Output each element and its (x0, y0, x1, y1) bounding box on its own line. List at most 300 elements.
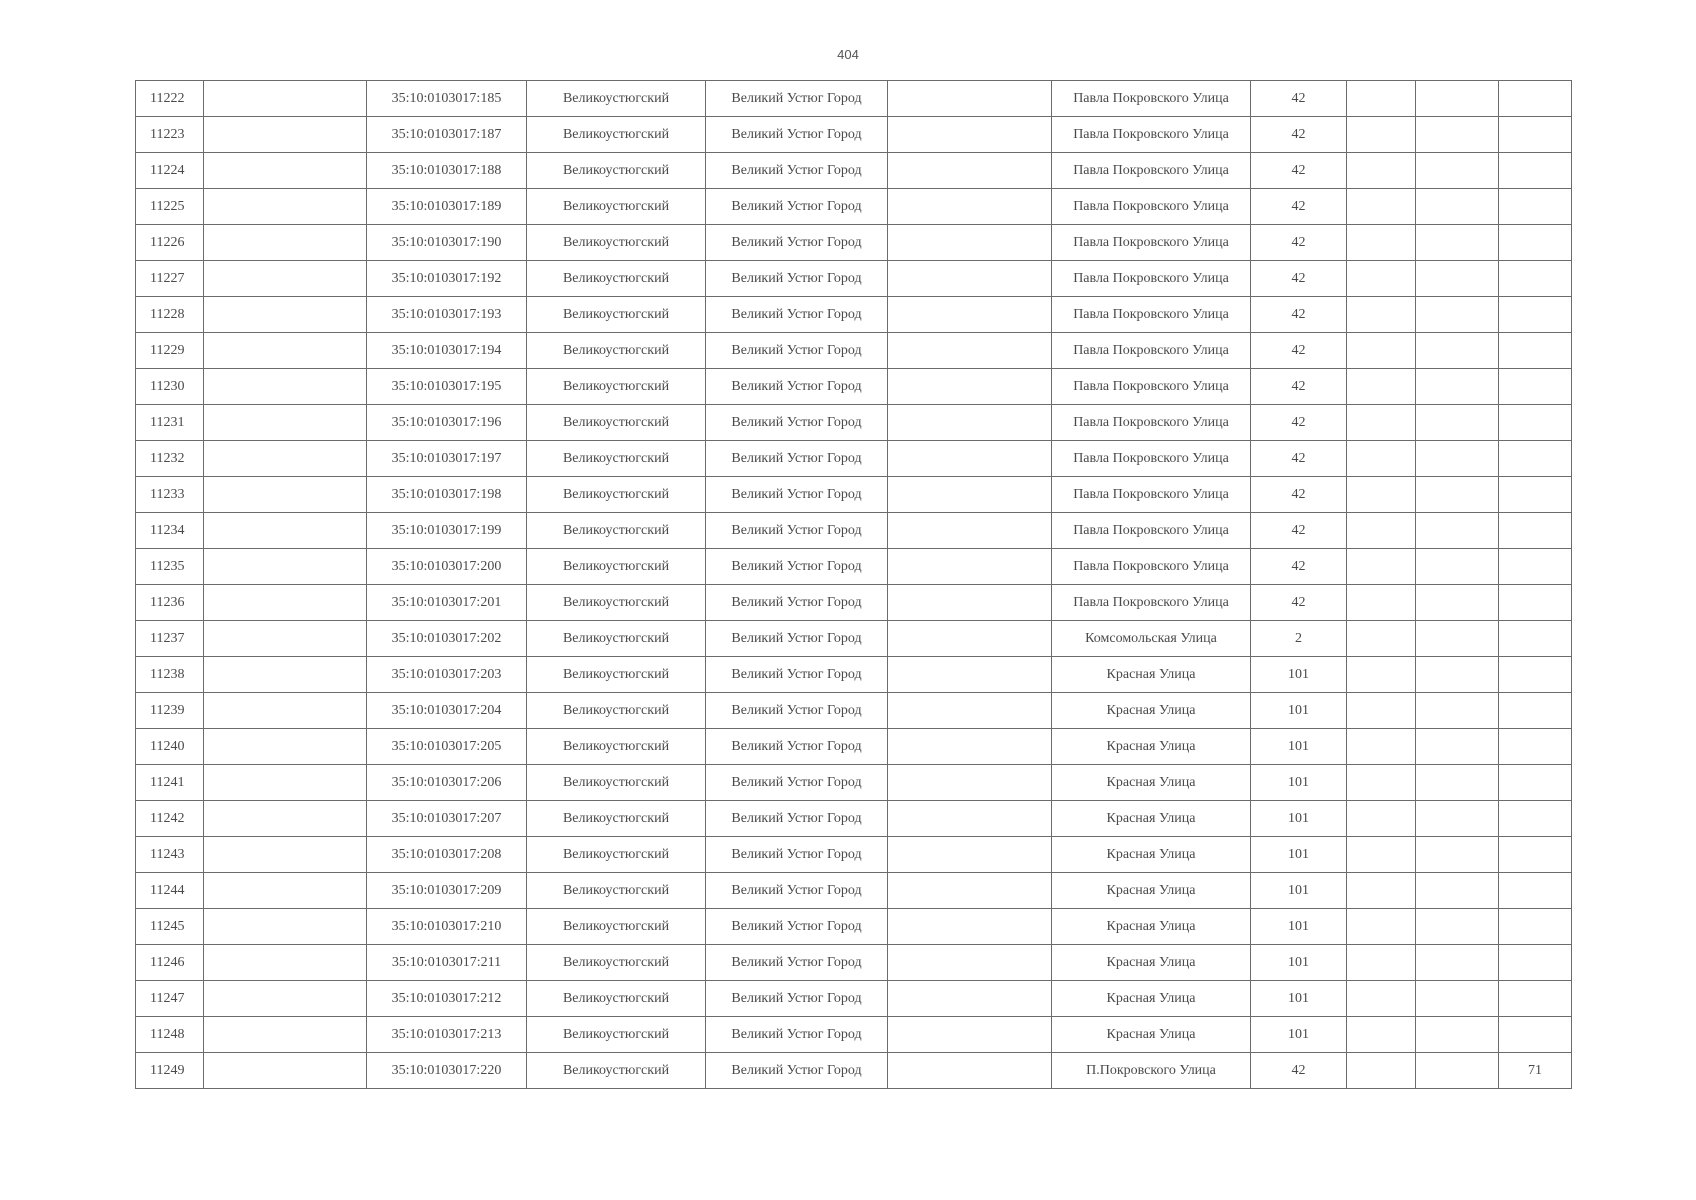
value-cell-11 (1499, 801, 1572, 837)
street-cell: Красная Улица (1052, 1017, 1251, 1053)
district-cell: Великоустюгский (527, 909, 706, 945)
house-number-cell: 101 (1251, 909, 1347, 945)
empty-cell-9 (1347, 441, 1416, 477)
locality-cell: Великий Устюг Город (706, 1017, 888, 1053)
empty-cell-2 (204, 513, 367, 549)
value-cell-11 (1499, 657, 1572, 693)
empty-cell-6 (888, 981, 1052, 1017)
district-cell: Великоустюгский (527, 765, 706, 801)
empty-cell-10 (1416, 117, 1499, 153)
empty-cell-2 (204, 909, 367, 945)
cadastral-number-cell: 35:10:0103017:210 (367, 909, 527, 945)
empty-cell-6 (888, 585, 1052, 621)
empty-cell-9 (1347, 801, 1416, 837)
locality-cell: Великий Устюг Город (706, 729, 888, 765)
locality-cell: Великий Устюг Город (706, 621, 888, 657)
row-number-cell: 11241 (136, 765, 204, 801)
empty-cell-2 (204, 1053, 367, 1089)
table-row (136, 441, 1572, 477)
empty-cell-2 (204, 657, 367, 693)
locality-cell: Великий Устюг Город (706, 405, 888, 441)
row-number-cell: 11223 (136, 117, 204, 153)
empty-cell-10 (1416, 333, 1499, 369)
locality-cell: Великий Устюг Город (706, 981, 888, 1017)
street-cell: Красная Улица (1052, 909, 1251, 945)
house-number-cell: 42 (1251, 117, 1347, 153)
district-cell: Великоустюгский (527, 513, 706, 549)
empty-cell-9 (1347, 657, 1416, 693)
empty-cell-10 (1416, 873, 1499, 909)
district-cell: Великоустюгский (527, 81, 706, 117)
street-cell: Павла Покровского Улица (1052, 117, 1251, 153)
value-cell-11 (1499, 765, 1572, 801)
row-number-cell: 11247 (136, 981, 204, 1017)
locality-cell: Великий Устюг Город (706, 801, 888, 837)
district-cell: Великоустюгский (527, 369, 706, 405)
table-row (136, 297, 1572, 333)
house-number-cell: 42 (1251, 477, 1347, 513)
value-cell-11 (1499, 837, 1572, 873)
row-number-cell: 11242 (136, 801, 204, 837)
empty-cell-9 (1347, 1053, 1416, 1089)
empty-cell-10 (1416, 981, 1499, 1017)
table-row (136, 549, 1572, 585)
table-row (136, 621, 1572, 657)
empty-cell-2 (204, 261, 367, 297)
empty-cell-2 (204, 333, 367, 369)
row-number-cell: 11227 (136, 261, 204, 297)
street-cell: Красная Улица (1052, 981, 1251, 1017)
table-row (136, 333, 1572, 369)
table-row (136, 981, 1572, 1017)
house-number-cell: 2 (1251, 621, 1347, 657)
empty-cell-6 (888, 333, 1052, 369)
value-cell-11 (1499, 945, 1572, 981)
empty-cell-2 (204, 81, 367, 117)
district-cell: Великоустюгский (527, 117, 706, 153)
value-cell-11 (1499, 513, 1572, 549)
house-number-cell: 42 (1251, 225, 1347, 261)
district-cell: Великоустюгский (527, 225, 706, 261)
street-cell: Павла Покровского Улица (1052, 549, 1251, 585)
empty-cell-9 (1347, 513, 1416, 549)
empty-cell-6 (888, 801, 1052, 837)
empty-cell-10 (1416, 189, 1499, 225)
table-row (136, 1017, 1572, 1053)
house-number-cell: 42 (1251, 297, 1347, 333)
locality-cell: Великий Устюг Город (706, 117, 888, 153)
registry-table (135, 80, 1572, 1089)
value-cell-11 (1499, 909, 1572, 945)
value-cell-11 (1499, 729, 1572, 765)
locality-cell: Великий Устюг Город (706, 261, 888, 297)
district-cell: Великоустюгский (527, 1017, 706, 1053)
empty-cell-6 (888, 405, 1052, 441)
district-cell: Великоустюгский (527, 621, 706, 657)
value-cell-11 (1499, 621, 1572, 657)
house-number-cell: 42 (1251, 261, 1347, 297)
house-number-cell: 42 (1251, 549, 1347, 585)
house-number-cell: 42 (1251, 81, 1347, 117)
empty-cell-10 (1416, 1017, 1499, 1053)
locality-cell: Великий Устюг Город (706, 585, 888, 621)
district-cell: Великоустюгский (527, 657, 706, 693)
house-number-cell: 42 (1251, 1053, 1347, 1089)
empty-cell-10 (1416, 621, 1499, 657)
house-number-cell: 101 (1251, 693, 1347, 729)
empty-cell-10 (1416, 765, 1499, 801)
cadastral-number-cell: 35:10:0103017:205 (367, 729, 527, 765)
street-cell: Павла Покровского Улица (1052, 405, 1251, 441)
locality-cell: Великий Устюг Город (706, 81, 888, 117)
empty-cell-6 (888, 549, 1052, 585)
street-cell: Павла Покровского Улица (1052, 153, 1251, 189)
cadastral-number-cell: 35:10:0103017:185 (367, 81, 527, 117)
value-cell-11 (1499, 873, 1572, 909)
empty-cell-9 (1347, 189, 1416, 225)
empty-cell-10 (1416, 729, 1499, 765)
district-cell: Великоустюгский (527, 333, 706, 369)
row-number-cell: 11240 (136, 729, 204, 765)
empty-cell-10 (1416, 837, 1499, 873)
empty-cell-2 (204, 549, 367, 585)
street-cell: Павла Покровского Улица (1052, 261, 1251, 297)
empty-cell-6 (888, 945, 1052, 981)
district-cell: Великоустюгский (527, 405, 706, 441)
street-cell: Павла Покровского Улица (1052, 585, 1251, 621)
district-cell: Великоустюгский (527, 981, 706, 1017)
value-cell-11 (1499, 297, 1572, 333)
cadastral-number-cell: 35:10:0103017:220 (367, 1053, 527, 1089)
cadastral-number-cell: 35:10:0103017:212 (367, 981, 527, 1017)
table-row (136, 405, 1572, 441)
value-cell-11 (1499, 477, 1572, 513)
empty-cell-2 (204, 729, 367, 765)
locality-cell: Великий Устюг Город (706, 657, 888, 693)
empty-cell-10 (1416, 585, 1499, 621)
empty-cell-10 (1416, 477, 1499, 513)
table-row (136, 369, 1572, 405)
row-number-cell: 11235 (136, 549, 204, 585)
cadastral-number-cell: 35:10:0103017:188 (367, 153, 527, 189)
row-number-cell: 11244 (136, 873, 204, 909)
value-cell-11 (1499, 585, 1572, 621)
locality-cell: Великий Устюг Город (706, 297, 888, 333)
empty-cell-9 (1347, 81, 1416, 117)
empty-cell-2 (204, 153, 367, 189)
empty-cell-9 (1347, 945, 1416, 981)
locality-cell: Великий Устюг Город (706, 909, 888, 945)
row-number-cell: 11225 (136, 189, 204, 225)
empty-cell-6 (888, 297, 1052, 333)
table-row (136, 693, 1572, 729)
empty-cell-6 (888, 621, 1052, 657)
locality-cell: Великий Устюг Город (706, 189, 888, 225)
cadastral-number-cell: 35:10:0103017:213 (367, 1017, 527, 1053)
value-cell-11 (1499, 369, 1572, 405)
empty-cell-2 (204, 297, 367, 333)
empty-cell-10 (1416, 1053, 1499, 1089)
street-cell: Павла Покровского Улица (1052, 369, 1251, 405)
empty-cell-9 (1347, 405, 1416, 441)
row-number-cell: 11239 (136, 693, 204, 729)
empty-cell-10 (1416, 549, 1499, 585)
house-number-cell: 42 (1251, 189, 1347, 225)
district-cell: Великоустюгский (527, 549, 706, 585)
locality-cell: Великий Устюг Город (706, 1053, 888, 1089)
empty-cell-9 (1347, 261, 1416, 297)
row-number-cell: 11248 (136, 1017, 204, 1053)
house-number-cell: 101 (1251, 945, 1347, 981)
district-cell: Великоустюгский (527, 189, 706, 225)
empty-cell-9 (1347, 225, 1416, 261)
empty-cell-9 (1347, 549, 1416, 585)
empty-cell-10 (1416, 81, 1499, 117)
empty-cell-9 (1347, 873, 1416, 909)
empty-cell-10 (1416, 225, 1499, 261)
district-cell: Великоустюгский (527, 873, 706, 909)
value-cell-11 (1499, 1017, 1572, 1053)
district-cell: Великоустюгский (527, 261, 706, 297)
house-number-cell: 101 (1251, 873, 1347, 909)
empty-cell-10 (1416, 261, 1499, 297)
street-cell: Павла Покровского Улица (1052, 333, 1251, 369)
empty-cell-6 (888, 693, 1052, 729)
table-row (136, 657, 1572, 693)
street-cell: Павла Покровского Улица (1052, 225, 1251, 261)
street-cell: Красная Улица (1052, 729, 1251, 765)
value-cell-11: 71 (1499, 1053, 1572, 1089)
house-number-cell: 101 (1251, 981, 1347, 1017)
locality-cell: Великий Устюг Город (706, 693, 888, 729)
house-number-cell: 42 (1251, 333, 1347, 369)
row-number-cell: 11231 (136, 405, 204, 441)
district-cell: Великоустюгский (527, 1053, 706, 1089)
empty-cell-6 (888, 369, 1052, 405)
empty-cell-6 (888, 153, 1052, 189)
value-cell-11 (1499, 81, 1572, 117)
cadastral-number-cell: 35:10:0103017:198 (367, 477, 527, 513)
cadastral-number-cell: 35:10:0103017:194 (367, 333, 527, 369)
cadastral-number-cell: 35:10:0103017:195 (367, 369, 527, 405)
empty-cell-2 (204, 981, 367, 1017)
table-row (136, 477, 1572, 513)
value-cell-11 (1499, 189, 1572, 225)
empty-cell-6 (888, 81, 1052, 117)
cadastral-number-cell: 35:10:0103017:206 (367, 765, 527, 801)
empty-cell-2 (204, 405, 367, 441)
table-row (136, 513, 1572, 549)
district-cell: Великоустюгский (527, 729, 706, 765)
district-cell: Великоустюгский (527, 837, 706, 873)
empty-cell-6 (888, 873, 1052, 909)
row-number-cell: 11222 (136, 81, 204, 117)
empty-cell-10 (1416, 369, 1499, 405)
cadastral-number-cell: 35:10:0103017:202 (367, 621, 527, 657)
empty-cell-6 (888, 477, 1052, 513)
locality-cell: Великий Устюг Город (706, 477, 888, 513)
empty-cell-10 (1416, 153, 1499, 189)
empty-cell-6 (888, 117, 1052, 153)
locality-cell: Великий Устюг Город (706, 549, 888, 585)
value-cell-11 (1499, 981, 1572, 1017)
empty-cell-9 (1347, 909, 1416, 945)
empty-cell-2 (204, 873, 367, 909)
empty-cell-2 (204, 369, 367, 405)
row-number-cell: 11230 (136, 369, 204, 405)
value-cell-11 (1499, 549, 1572, 585)
empty-cell-9 (1347, 729, 1416, 765)
empty-cell-2 (204, 621, 367, 657)
empty-cell-6 (888, 225, 1052, 261)
street-cell: Комсомольская Улица (1052, 621, 1251, 657)
cadastral-number-cell: 35:10:0103017:187 (367, 117, 527, 153)
empty-cell-6 (888, 657, 1052, 693)
district-cell: Великоустюгский (527, 693, 706, 729)
row-number-cell: 11236 (136, 585, 204, 621)
house-number-cell: 42 (1251, 153, 1347, 189)
table-row (136, 225, 1572, 261)
cadastral-number-cell: 35:10:0103017:192 (367, 261, 527, 297)
empty-cell-2 (204, 1017, 367, 1053)
table-row (136, 261, 1572, 297)
table-row (136, 585, 1572, 621)
row-number-cell: 11238 (136, 657, 204, 693)
locality-cell: Великий Устюг Город (706, 225, 888, 261)
district-cell: Великоустюгский (527, 477, 706, 513)
empty-cell-9 (1347, 153, 1416, 189)
table-row (136, 81, 1572, 117)
empty-cell-9 (1347, 693, 1416, 729)
locality-cell: Великий Устюг Город (706, 441, 888, 477)
cadastral-number-cell: 35:10:0103017:201 (367, 585, 527, 621)
value-cell-11 (1499, 261, 1572, 297)
table-row (136, 189, 1572, 225)
empty-cell-10 (1416, 297, 1499, 333)
district-cell: Великоустюгский (527, 585, 706, 621)
cadastral-number-cell: 35:10:0103017:207 (367, 801, 527, 837)
cadastral-number-cell: 35:10:0103017:208 (367, 837, 527, 873)
street-cell: Павла Покровского Улица (1052, 189, 1251, 225)
house-number-cell: 101 (1251, 1017, 1347, 1053)
empty-cell-6 (888, 1053, 1052, 1089)
street-cell: Павла Покровского Улица (1052, 477, 1251, 513)
house-number-cell: 101 (1251, 837, 1347, 873)
street-cell: Красная Улица (1052, 837, 1251, 873)
street-cell: Красная Улица (1052, 657, 1251, 693)
cadastral-number-cell: 35:10:0103017:200 (367, 549, 527, 585)
row-number-cell: 11233 (136, 477, 204, 513)
street-cell: П.Покровского Улица (1052, 1053, 1251, 1089)
row-number-cell: 11226 (136, 225, 204, 261)
cadastral-number-cell: 35:10:0103017:203 (367, 657, 527, 693)
empty-cell-2 (204, 585, 367, 621)
cadastral-number-cell: 35:10:0103017:199 (367, 513, 527, 549)
value-cell-11 (1499, 405, 1572, 441)
street-cell: Павла Покровского Улица (1052, 513, 1251, 549)
value-cell-11 (1499, 693, 1572, 729)
empty-cell-9 (1347, 1017, 1416, 1053)
locality-cell: Великий Устюг Город (706, 513, 888, 549)
house-number-cell: 42 (1251, 585, 1347, 621)
street-cell: Павла Покровского Улица (1052, 441, 1251, 477)
empty-cell-2 (204, 693, 367, 729)
house-number-cell: 101 (1251, 729, 1347, 765)
value-cell-11 (1499, 117, 1572, 153)
row-number-cell: 11243 (136, 837, 204, 873)
street-cell: Красная Улица (1052, 945, 1251, 981)
value-cell-11 (1499, 441, 1572, 477)
empty-cell-6 (888, 909, 1052, 945)
value-cell-11 (1499, 153, 1572, 189)
district-cell: Великоустюгский (527, 297, 706, 333)
empty-cell-10 (1416, 945, 1499, 981)
empty-cell-10 (1416, 801, 1499, 837)
empty-cell-10 (1416, 405, 1499, 441)
empty-cell-10 (1416, 693, 1499, 729)
empty-cell-9 (1347, 765, 1416, 801)
empty-cell-6 (888, 837, 1052, 873)
empty-cell-6 (888, 441, 1052, 477)
page-number: 404 (837, 47, 859, 62)
locality-cell: Великий Устюг Город (706, 837, 888, 873)
district-cell: Великоустюгский (527, 441, 706, 477)
empty-cell-2 (204, 477, 367, 513)
empty-cell-2 (204, 189, 367, 225)
street-cell: Красная Улица (1052, 873, 1251, 909)
empty-cell-6 (888, 765, 1052, 801)
table-row (136, 729, 1572, 765)
empty-cell-2 (204, 225, 367, 261)
table-row (136, 117, 1572, 153)
empty-cell-9 (1347, 837, 1416, 873)
row-number-cell: 11237 (136, 621, 204, 657)
empty-cell-2 (204, 765, 367, 801)
row-number-cell: 11228 (136, 297, 204, 333)
empty-cell-9 (1347, 297, 1416, 333)
empty-cell-2 (204, 945, 367, 981)
empty-cell-2 (204, 117, 367, 153)
street-cell: Красная Улица (1052, 765, 1251, 801)
locality-cell: Великий Устюг Город (706, 153, 888, 189)
house-number-cell: 101 (1251, 657, 1347, 693)
row-number-cell: 11234 (136, 513, 204, 549)
empty-cell-10 (1416, 441, 1499, 477)
row-number-cell: 11224 (136, 153, 204, 189)
empty-cell-6 (888, 261, 1052, 297)
table-row (136, 837, 1572, 873)
house-number-cell: 42 (1251, 441, 1347, 477)
empty-cell-6 (888, 1017, 1052, 1053)
row-number-cell: 11249 (136, 1053, 204, 1089)
value-cell-11 (1499, 225, 1572, 261)
district-cell: Великоустюгский (527, 153, 706, 189)
empty-cell-9 (1347, 117, 1416, 153)
house-number-cell: 42 (1251, 513, 1347, 549)
table-row (136, 873, 1572, 909)
street-cell: Павла Покровского Улица (1052, 297, 1251, 333)
table-row (136, 945, 1572, 981)
cadastral-number-cell: 35:10:0103017:190 (367, 225, 527, 261)
table-row (136, 153, 1572, 189)
cadastral-number-cell: 35:10:0103017:197 (367, 441, 527, 477)
empty-cell-2 (204, 441, 367, 477)
row-number-cell: 11232 (136, 441, 204, 477)
empty-cell-9 (1347, 333, 1416, 369)
street-cell: Красная Улица (1052, 801, 1251, 837)
table-row (136, 1053, 1572, 1089)
empty-cell-6 (888, 729, 1052, 765)
